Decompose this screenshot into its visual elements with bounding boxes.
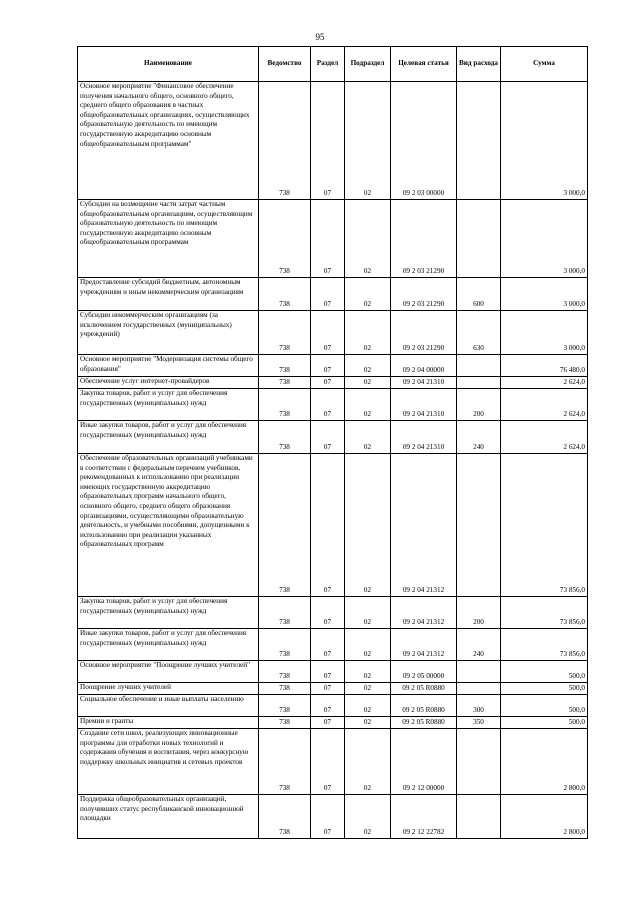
row-expense-type: 600 <box>457 278 501 311</box>
row-agency: 738 <box>259 683 311 695</box>
row-agency: 738 <box>259 795 311 839</box>
table-row <box>78 597 588 629</box>
row-amount: 2 624,0 <box>501 377 588 389</box>
row-name: Обеспечение услуг интернет-провайдеров <box>78 377 259 389</box>
row-target-item: 09 2 05 R0880 <box>391 717 457 729</box>
row-target-item: 09 2 04 21312 <box>391 629 457 661</box>
table-row <box>78 421 588 454</box>
header-amount: Сумма <box>501 47 588 82</box>
row-name: Обеспечение образовательных организаций учебниками в соответствии с федеральным перечнем учебников, рекомендованных к использованию при реализации имеющих государственную аккредитацию образовательных программ начального общего, основного общего, среднего общего образования организациями, осуществляющими образовательную деятельность, и учебными пособиями, допущенными к использованию при реализации указанных образовательных программ <box>78 454 259 597</box>
row-agency: 738 <box>259 454 311 597</box>
row-section: 07 <box>311 454 345 597</box>
row-amount: 73 856,0 <box>501 597 588 629</box>
row-agency: 738 <box>259 729 311 795</box>
table-row <box>78 355 588 377</box>
row-agency: 738 <box>259 597 311 629</box>
table-row <box>78 200 588 278</box>
row-section: 07 <box>311 389 345 421</box>
row-target-item: 09 2 04 21312 <box>391 454 457 597</box>
row-expense-type: 240 <box>457 421 501 454</box>
row-amount: 76 480,0 <box>501 355 588 377</box>
row-expense-type: 200 <box>457 597 501 629</box>
table-row <box>78 389 588 421</box>
row-subsection: 02 <box>345 355 391 377</box>
row-subsection: 02 <box>345 717 391 729</box>
row-agency: 738 <box>259 278 311 311</box>
row-agency: 738 <box>259 389 311 421</box>
row-name: Социальное обеспечение и иные выплаты населению <box>78 695 259 717</box>
row-expense-type <box>457 355 501 377</box>
row-name: Основное мероприятие "Модернизация системы общего образования" <box>78 355 259 377</box>
row-section: 07 <box>311 355 345 377</box>
header-section: Раздел <box>311 47 345 82</box>
header-target-item: Целевая статья <box>391 47 457 82</box>
header-expense-type: Вид расхода <box>457 47 501 82</box>
row-name: Основное мероприятие "Поощрение лучших учителей" <box>78 661 259 683</box>
row-expense-type <box>457 82 501 200</box>
header-agency: Ведомство <box>259 47 311 82</box>
row-subsection: 02 <box>345 597 391 629</box>
row-subsection: 02 <box>345 695 391 717</box>
row-target-item: 09 2 05 R0880 <box>391 695 457 717</box>
row-agency: 738 <box>259 661 311 683</box>
row-subsection: 02 <box>345 661 391 683</box>
page-number: 95 <box>315 32 325 42</box>
row-agency: 738 <box>259 695 311 717</box>
row-subsection: 02 <box>345 629 391 661</box>
row-target-item: 09 2 03 21290 <box>391 278 457 311</box>
row-subsection: 02 <box>345 200 391 278</box>
header-name: Наименование <box>78 47 259 82</box>
table-header-row <box>78 47 588 82</box>
row-section: 07 <box>311 200 345 278</box>
row-subsection: 02 <box>345 795 391 839</box>
row-amount: 500,0 <box>501 717 588 729</box>
row-name: Предоставление субсидий бюджетным, автономным учреждениям и иным некоммерческим организациям <box>78 278 259 311</box>
row-expense-type <box>457 795 501 839</box>
budget-table <box>77 46 588 839</box>
row-section: 07 <box>311 717 345 729</box>
row-name: Закупка товаров, работ и услуг для обеспечения государственных (муниципальных) нужд <box>78 389 259 421</box>
row-target-item: 09 2 05 00000 <box>391 661 457 683</box>
row-subsection: 02 <box>345 278 391 311</box>
row-name: Иные закупки товаров, работ и услуг для обеспечения государственных (муниципальных) нужд <box>78 629 259 661</box>
row-expense-type <box>457 377 501 389</box>
row-agency: 738 <box>259 377 311 389</box>
row-name: Субсидии некоммерческим организациям (за исключением государственных (муниципальных) учреждений) <box>78 311 259 355</box>
row-target-item: 09 2 04 21310 <box>391 421 457 454</box>
row-name: Закупка товаров, работ и услуг для обеспечения государственных (муниципальных) нужд <box>78 597 259 629</box>
row-section: 07 <box>311 311 345 355</box>
row-name: Поощрение лучших учителей <box>78 683 259 695</box>
row-subsection: 02 <box>345 454 391 597</box>
row-agency: 738 <box>259 717 311 729</box>
row-subsection: 02 <box>345 421 391 454</box>
row-section: 07 <box>311 82 345 200</box>
row-amount: 2 624,0 <box>501 389 588 421</box>
table-row <box>78 82 588 200</box>
row-amount: 3 000,0 <box>501 200 588 278</box>
row-expense-type: 300 <box>457 695 501 717</box>
row-target-item: 09 2 03 21290 <box>391 311 457 355</box>
row-amount: 500,0 <box>501 661 588 683</box>
table-row <box>78 795 588 839</box>
row-expense-type: 630 <box>457 311 501 355</box>
row-target-item: 09 2 03 00000 <box>391 82 457 200</box>
row-subsection: 02 <box>345 389 391 421</box>
row-target-item: 09 2 04 00000 <box>391 355 457 377</box>
table-row <box>78 629 588 661</box>
row-name: Основное мероприятие "Финансовое обеспечение получения начального общего, основного общего, среднего общего образования в частных общеобразовательных организациях, осуществляющих образовательную деятельность по имеющим государственную аккредитацию основным общеобразовательным программам" <box>78 82 259 200</box>
row-amount: 73 856,0 <box>501 454 588 597</box>
row-section: 07 <box>311 795 345 839</box>
row-agency: 738 <box>259 200 311 278</box>
table-row <box>78 729 588 795</box>
row-target-item: 09 2 05 R0880 <box>391 683 457 695</box>
header-subsection: Подраздел <box>345 47 391 82</box>
row-section: 07 <box>311 278 345 311</box>
row-section: 07 <box>311 729 345 795</box>
row-target-item: 09 2 03 21290 <box>391 200 457 278</box>
row-name: Создание сети школ, реализующих инновационные программы для отработки новых технологий и содержания обучения и воспитания, через конкурсную поддержку школьных инициатив и сетевых проектов <box>78 729 259 795</box>
row-amount: 2 800,0 <box>501 729 588 795</box>
table-row <box>78 311 588 355</box>
row-section: 07 <box>311 695 345 717</box>
row-agency: 738 <box>259 82 311 200</box>
row-subsection: 02 <box>345 82 391 200</box>
row-agency: 738 <box>259 355 311 377</box>
row-name: Поддержка общеобразовательных организаций, получивших статус республиканской инновационной площадки <box>78 795 259 839</box>
row-expense-type <box>457 200 501 278</box>
table-row <box>78 377 588 389</box>
row-target-item: 09 2 04 21310 <box>391 377 457 389</box>
row-amount: 73 856,0 <box>501 629 588 661</box>
row-name: Субсидии на возмещение части затрат частным общеобразовательным организациям, осуществляющим образовательную деятельность по имеющим государственную аккредитацию основным общеобразовательным программам <box>78 200 259 278</box>
row-subsection: 02 <box>345 377 391 389</box>
row-amount: 2 624,0 <box>501 421 588 454</box>
row-amount: 500,0 <box>501 695 588 717</box>
row-section: 07 <box>311 597 345 629</box>
table-row <box>78 454 588 597</box>
row-amount: 500,0 <box>501 683 588 695</box>
table-row <box>78 717 588 729</box>
row-expense-type: 240 <box>457 629 501 661</box>
row-agency: 738 <box>259 629 311 661</box>
row-expense-type: 200 <box>457 389 501 421</box>
row-amount: 3 000,0 <box>501 311 588 355</box>
row-section: 07 <box>311 661 345 683</box>
row-expense-type: 350 <box>457 717 501 729</box>
row-agency: 738 <box>259 311 311 355</box>
row-target-item: 09 2 12 22782 <box>391 795 457 839</box>
row-section: 07 <box>311 377 345 389</box>
row-subsection: 02 <box>345 729 391 795</box>
table-row <box>78 661 588 683</box>
row-amount: 3 000,0 <box>501 82 588 200</box>
table-row <box>78 695 588 717</box>
row-expense-type <box>457 661 501 683</box>
row-section: 07 <box>311 683 345 695</box>
table-row <box>78 683 588 695</box>
row-target-item: 09 2 12 00000 <box>391 729 457 795</box>
row-name: Премии и гранты <box>78 717 259 729</box>
row-subsection: 02 <box>345 683 391 695</box>
row-target-item: 09 2 04 21310 <box>391 389 457 421</box>
table-row <box>78 278 588 311</box>
row-amount: 3 000,0 <box>501 278 588 311</box>
row-amount: 2 800,0 <box>501 795 588 839</box>
row-section: 07 <box>311 421 345 454</box>
row-agency: 738 <box>259 421 311 454</box>
row-expense-type <box>457 729 501 795</box>
row-expense-type <box>457 683 501 695</box>
row-section: 07 <box>311 629 345 661</box>
row-expense-type <box>457 454 501 597</box>
row-name: Иные закупки товаров, работ и услуг для обеспечения государственных (муниципальных) нужд <box>78 421 259 454</box>
row-target-item: 09 2 04 21312 <box>391 597 457 629</box>
row-subsection: 02 <box>345 311 391 355</box>
